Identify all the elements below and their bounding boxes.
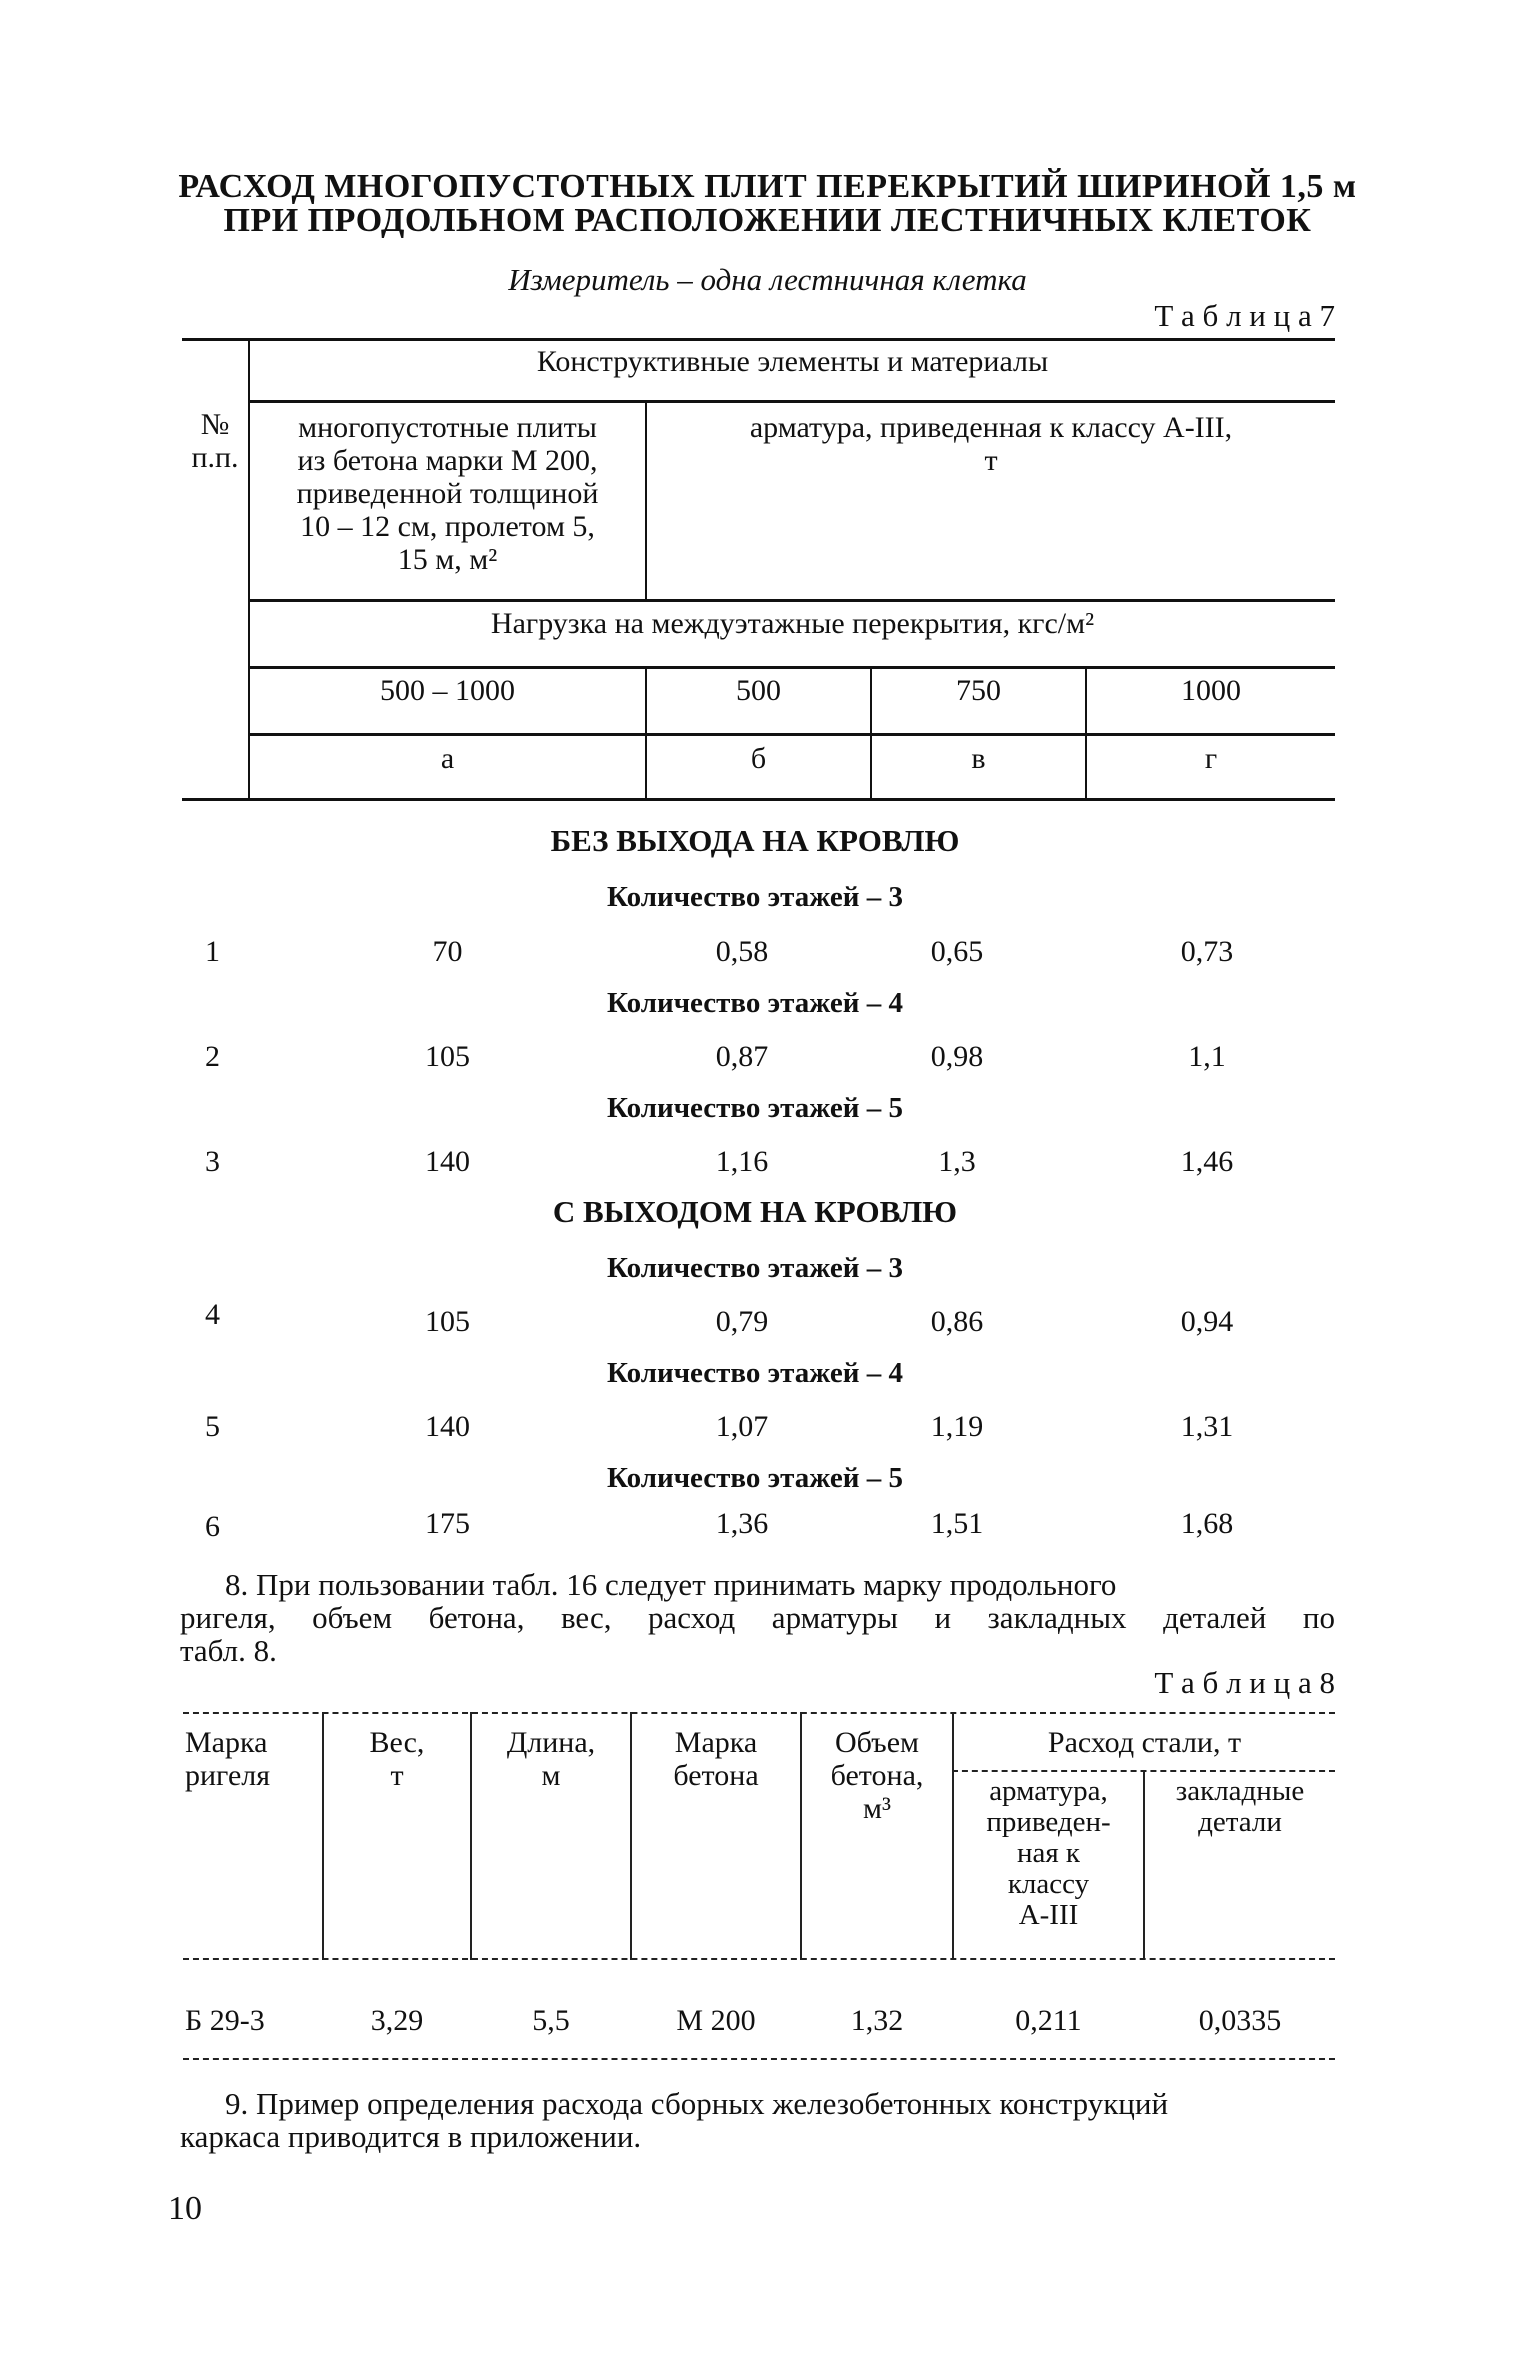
rule xyxy=(182,798,1335,801)
floors-count: Количество этажей – 5 xyxy=(607,1462,903,1494)
steel-value: 1,51 xyxy=(930,1507,984,1540)
rule xyxy=(182,338,1335,341)
header-length-line1: Длина, xyxy=(506,1726,596,1759)
para-line: каркаса приводится в приложении. xyxy=(180,2119,642,2154)
header-no-line2: п.п. xyxy=(191,441,239,474)
load-value: 750 xyxy=(956,674,1001,707)
rule xyxy=(250,599,1335,602)
col-a-line1: многопустотные плиты xyxy=(298,411,597,444)
steel-value: 0,86 xyxy=(930,1305,984,1338)
steel-value: 0,65 xyxy=(930,935,984,968)
slab-area: 105 xyxy=(425,1305,470,1338)
header-volume-line2: бетона, xyxy=(830,1759,924,1792)
row-number: 5 xyxy=(205,1410,220,1443)
table8-label: Т а б л и ц а 8 xyxy=(1154,1665,1335,1700)
para-line: 9. Пример определения расхода сборных железобетонных конструкций xyxy=(225,2086,1169,2121)
header-no-line1: № xyxy=(200,408,230,441)
rule xyxy=(183,2058,1335,2060)
steel-value: 0,73 xyxy=(1180,935,1234,968)
slab-area: 175 xyxy=(425,1507,470,1540)
header-weight-line2: т xyxy=(390,1759,404,1792)
steel-value: 0,98 xyxy=(930,1040,984,1073)
rule xyxy=(183,1712,1335,1714)
header-length-line2: м xyxy=(541,1759,561,1792)
header-weight-line1: Вес, xyxy=(369,1726,425,1759)
slab-area: 70 xyxy=(432,935,463,968)
header-arm-line4: классу xyxy=(1007,1868,1090,1900)
rule xyxy=(250,400,1335,403)
row-reinforcement: 0,211 xyxy=(1015,2004,1082,2037)
floors-count: Количество этажей – 4 xyxy=(607,987,903,1019)
col-a-line2: из бетона марки М 200, xyxy=(297,444,598,477)
para-line: 8. При пользовании табл. 16 следует принимать марку продольного xyxy=(225,1567,1117,1602)
para-line: ригеля, объем бетона, вес, расход арматуры и закладных деталей по xyxy=(180,1600,1335,1635)
header-arm-line1: арматура, xyxy=(989,1775,1108,1807)
column-letter: в xyxy=(971,742,986,775)
header-steel: Расход стали, т xyxy=(1047,1726,1242,1759)
load-value: 500 – 1000 xyxy=(380,674,515,707)
load-header: Нагрузка на междуэтажные перекрытия, кгс/м² xyxy=(490,607,1095,640)
steel-value: 1,3 xyxy=(938,1145,976,1178)
col-a-line4: 10 – 12 см, пролетом 5, xyxy=(300,510,595,543)
row-volume: 1,32 xyxy=(850,2004,904,2037)
para-line: табл. 8. xyxy=(180,1633,277,1668)
col-b-line1: арматура, приведенная к классу А-III, xyxy=(749,411,1233,444)
steel-value: 1,46 xyxy=(1180,1145,1234,1178)
section-no-roof-exit: БЕЗ ВЫХОДА НА КРОВЛЮ xyxy=(550,823,960,858)
row-number: 1 xyxy=(205,935,220,968)
col-a-line5: 15 м, м² xyxy=(397,543,498,576)
row-mark: Б 29-3 xyxy=(185,2004,265,2037)
table7-label: Т а б л и ц а 7 xyxy=(1154,298,1335,333)
load-value: 500 xyxy=(736,674,781,707)
page-title-line2: ПРИ ПРОДОЛЬНОМ РАСПОЛОЖЕНИИ ЛЕСТНИЧНЫХ КЛЕТОК xyxy=(223,202,1312,239)
row-embedded: 0,0335 xyxy=(1198,2004,1282,2037)
steel-value: 0,94 xyxy=(1180,1305,1234,1338)
steel-value: 0,79 xyxy=(715,1305,769,1338)
rule xyxy=(250,733,1335,736)
header-mark-line1: Марка xyxy=(185,1726,268,1759)
section-with-roof-exit: С ВЫХОДОМ НА КРОВЛЮ xyxy=(552,1194,958,1229)
steel-value: 1,36 xyxy=(715,1507,769,1540)
header-arm-line5: А-III xyxy=(1018,1899,1079,1931)
floors-count: Количество этажей – 3 xyxy=(607,881,903,913)
row-concrete: М 200 xyxy=(676,2004,756,2037)
floors-count: Количество этажей – 5 xyxy=(607,1092,903,1124)
floors-count: Количество этажей – 3 xyxy=(607,1252,903,1284)
header-concrete-line1: Марка xyxy=(674,1726,758,1759)
slab-area: 140 xyxy=(425,1410,470,1443)
rule xyxy=(952,1770,1335,1772)
load-value: 1000 xyxy=(1181,674,1241,707)
steel-value: 1,16 xyxy=(715,1145,769,1178)
row-number: 3 xyxy=(205,1145,220,1178)
header-concrete-line2: бетона xyxy=(673,1759,759,1792)
header-mark-line2: ригеля xyxy=(185,1759,271,1792)
column-letter: г xyxy=(1204,742,1218,775)
steel-value: 0,58 xyxy=(715,935,769,968)
header-volume-line3: м³ xyxy=(863,1792,891,1825)
header-elements: Конструктивные элементы и материалы xyxy=(536,345,1049,378)
floors-count: Количество этажей – 4 xyxy=(607,1357,903,1389)
header-arm-line3: ная к xyxy=(1016,1837,1081,1869)
measure-caption: Измеритель – одна лестничная клетка xyxy=(508,262,1027,297)
rule xyxy=(183,1958,1335,1960)
row-number: 6 xyxy=(205,1510,220,1543)
steel-value: 1,31 xyxy=(1180,1410,1234,1443)
slab-area: 140 xyxy=(425,1145,470,1178)
header-embedded-line2: детали xyxy=(1198,1806,1282,1838)
col-b-line2: т xyxy=(984,444,998,477)
row-weight: 3,29 xyxy=(370,2004,424,2037)
rule xyxy=(250,666,1335,669)
page-number: 10 xyxy=(168,2190,202,2227)
row-number: 4 xyxy=(205,1298,220,1331)
header-embedded-line1: закладные xyxy=(1175,1775,1305,1807)
row-number: 2 xyxy=(205,1040,220,1073)
column-letter: б xyxy=(750,742,767,775)
column-letter: а xyxy=(440,742,455,775)
header-arm-line2: приведен- xyxy=(986,1806,1111,1838)
slab-area: 105 xyxy=(425,1040,470,1073)
steel-value: 1,1 xyxy=(1188,1040,1226,1073)
row-length: 5,5 xyxy=(532,2004,570,2037)
col-a-line3: приведенной толщиной xyxy=(296,477,599,510)
header-volume-line1: Объем xyxy=(835,1726,919,1759)
steel-value: 0,87 xyxy=(715,1040,769,1073)
steel-value: 1,19 xyxy=(930,1410,984,1443)
steel-value: 1,68 xyxy=(1180,1507,1234,1540)
page-title-line1: РАСХОД МНОГОПУСТОТНЫХ ПЛИТ ПЕРЕКРЫТИЙ ШИРИНОЙ 1,5 м xyxy=(178,168,1357,205)
steel-value: 1,07 xyxy=(715,1410,769,1443)
